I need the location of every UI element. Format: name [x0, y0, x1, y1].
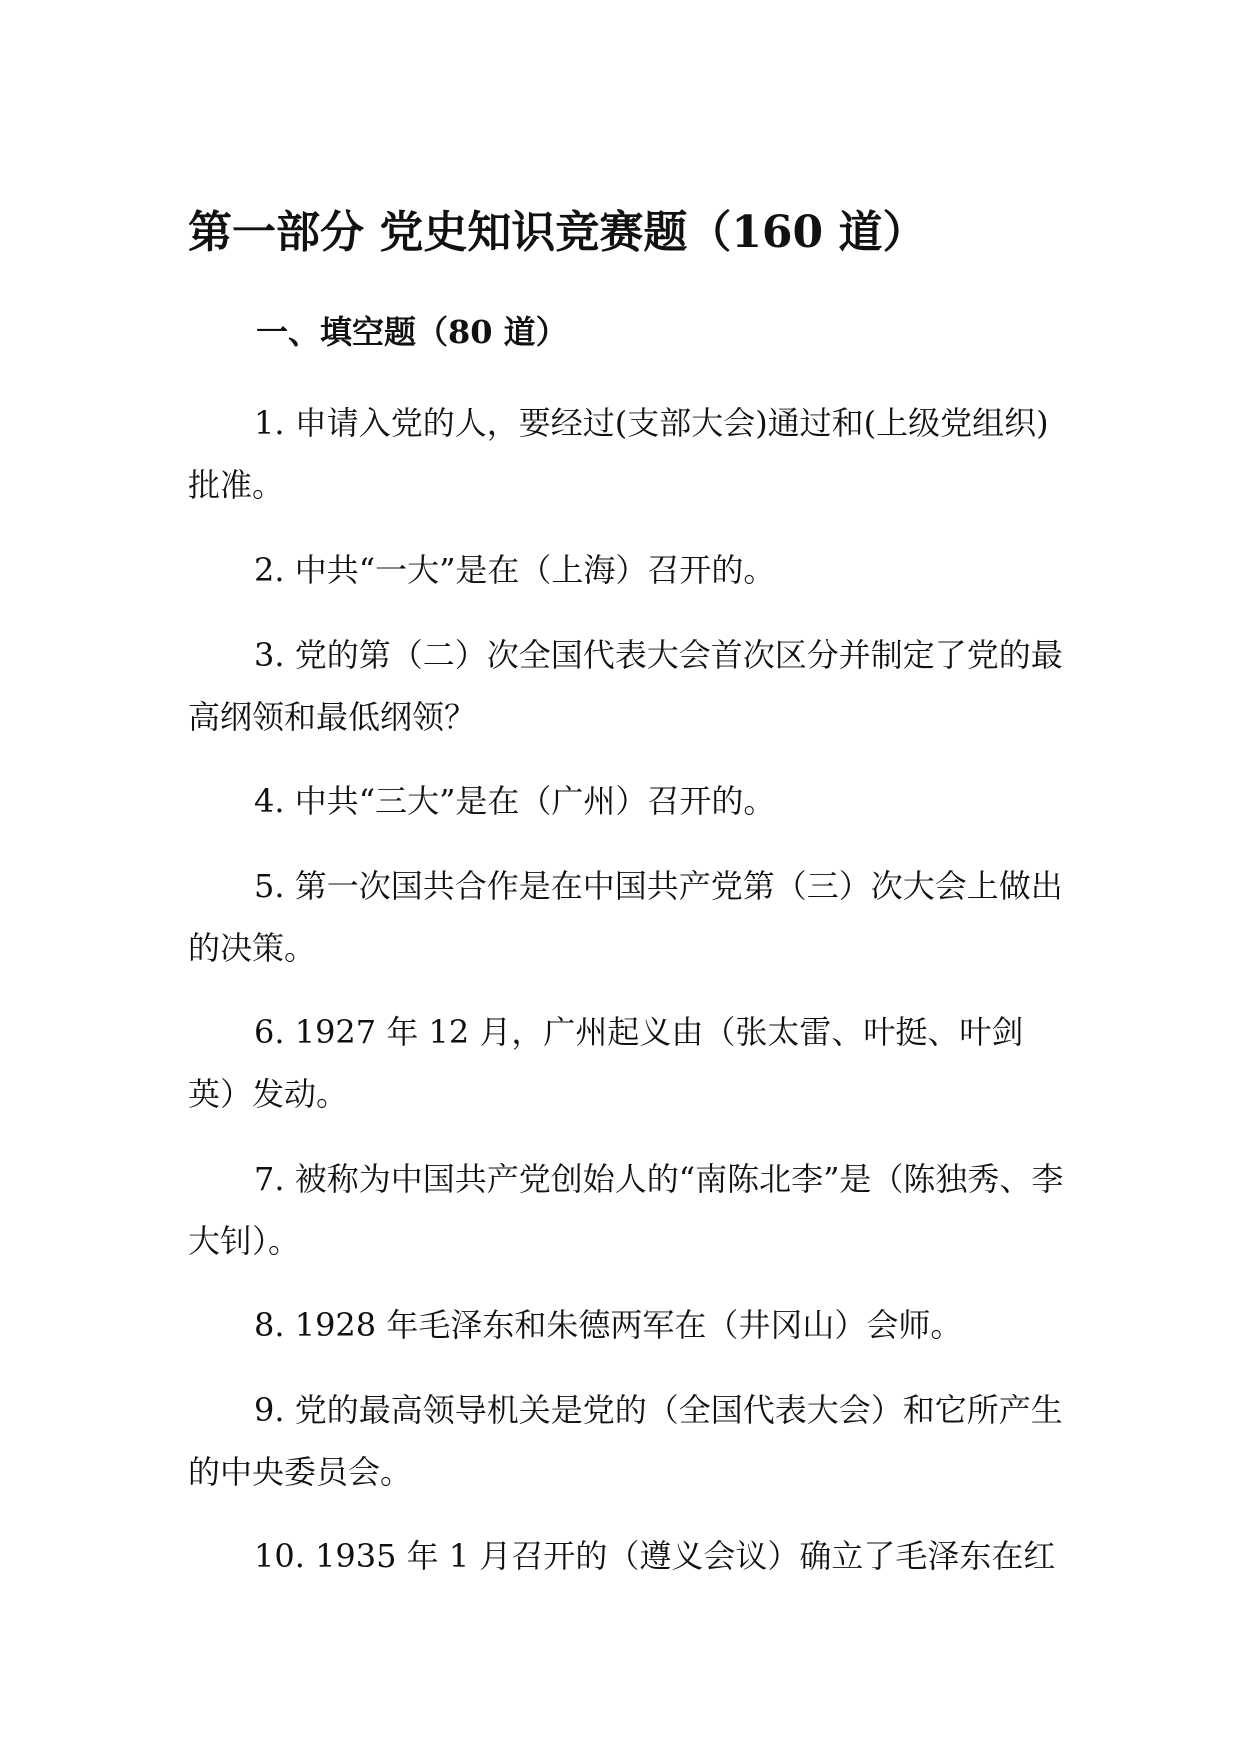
question-item: 10. 1935 年 1 月召开的（遵义会议）确立了毛泽东在红 — [254, 1537, 1056, 1575]
question-item: 1. 申请入党的人，要经过(支部大会)通过和(上级党组织)批准。 — [188, 404, 1049, 504]
question-item: 3. 党的第（二）次全国代表大会首次区分并制定了党的最高纲领和最低纲领？ — [188, 636, 1063, 736]
question-item: 4. 中共“三大”是在（广州）召开的。 — [254, 782, 776, 820]
question-item: 7. 被称为中国共产党创始人的“南陈北李”是（陈独秀、李大钊）。 — [188, 1160, 1064, 1260]
page-title: 第一部分 党史知识竞赛题（160 道） — [188, 207, 927, 258]
question-item: 5. 第一次国共合作是在中国共产党第（三）次大会上做出的决策。 — [188, 867, 1063, 967]
question-item: 2. 中共“一大”是在（上海）召开的。 — [254, 551, 776, 589]
question-item: 9. 党的最高领导机关是党的（全国代表大会）和它所产生的中央委员会。 — [188, 1391, 1063, 1491]
section-heading: 一、填空题（80 道） — [256, 313, 568, 351]
question-item: 8. 1928 年毛泽东和朱德两军在（井冈山）会师。 — [254, 1306, 963, 1344]
question-item: 6. 1927 年 12 月，广州起义由（张太雷、叶挺、叶剑英）发动。 — [188, 1013, 1024, 1113]
